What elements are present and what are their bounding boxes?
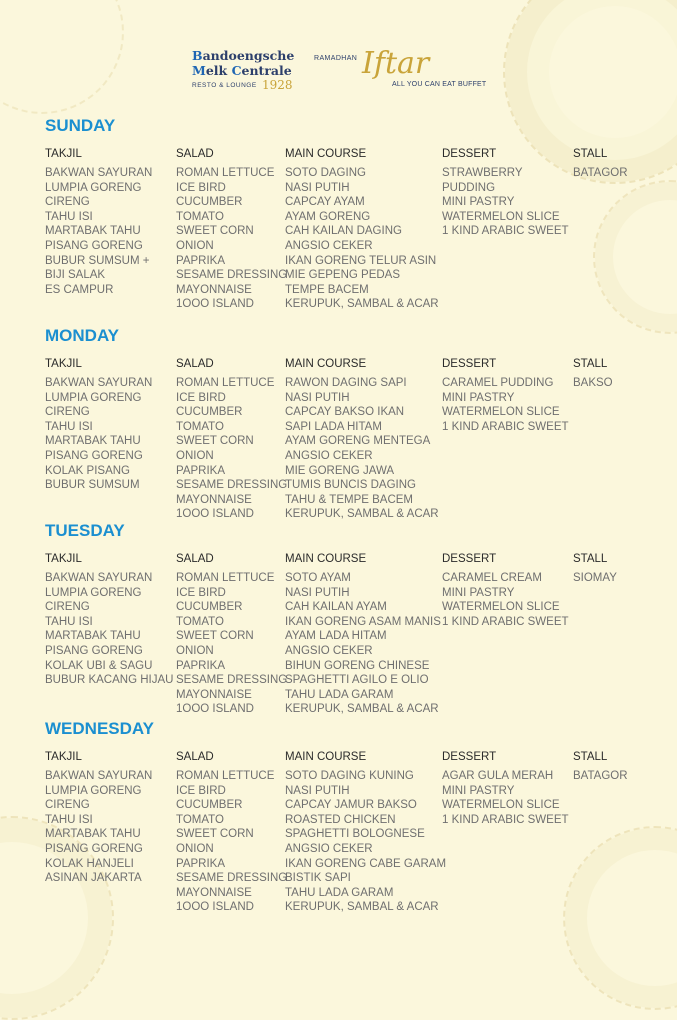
menu-item: AGAR GULA MERAH <box>442 770 554 782</box>
menu-item: ONION <box>176 239 214 252</box>
menu-item: ICE BIRD <box>176 784 226 797</box>
menu-column-salad <box>176 552 287 717</box>
column-header: DESSERT <box>442 553 497 565</box>
menu-item: MAYONNAISE <box>176 886 252 899</box>
menu-item: TAHU LADA GARAM <box>285 886 394 899</box>
menu-item: 1 KIND ARABIC SWEET <box>442 225 569 238</box>
menu-item: 1OOO ISLAND <box>176 508 254 521</box>
menu-item: ASINAN JAKARTA <box>45 872 142 885</box>
menu-items <box>45 571 173 688</box>
day-title: MONDAY <box>45 326 119 345</box>
menu-item: WATERMELON SLICE <box>442 799 560 812</box>
menu-item: SWEET CORN <box>176 828 254 841</box>
menu-item: CAH KAILAN AYAM <box>285 601 387 614</box>
menu-item: ANGSIO CEKER <box>285 449 373 462</box>
menu-column-takjil <box>45 552 173 688</box>
menu-item: CIRENG <box>45 196 90 209</box>
menu-column-salad <box>176 357 287 522</box>
column-header: TAKJIL <box>45 358 82 370</box>
menu-item: CUCUMBER <box>176 799 243 812</box>
menu-items <box>176 376 287 522</box>
menu-item: WATERMELON SLICE <box>442 406 560 419</box>
menu-item: TOMATO <box>176 210 224 223</box>
menu-item: PAPRIKA <box>176 659 225 672</box>
menu-column-main-course <box>285 552 441 717</box>
menu-item: MAYONNAISE <box>176 283 252 296</box>
menu-items <box>573 571 617 586</box>
brand-line-1: Bandoengsche <box>192 48 295 63</box>
menu-item: CIRENG <box>45 799 90 812</box>
menu-item: MINI PASTRY <box>442 586 515 599</box>
menu-items <box>45 769 152 886</box>
brand-logo <box>192 48 302 92</box>
menu-item: CARAMEL PUDDING <box>442 377 554 389</box>
menu-item: STRAWBERRY <box>442 167 523 179</box>
menu-item: ES CAMPUR <box>45 283 114 296</box>
menu-item: BATAGOR <box>573 770 628 782</box>
menu-item: BUBUR SUMSUM <box>45 479 140 492</box>
menu-item: CAPCAY JAMUR BAKSO <box>285 799 417 812</box>
menu-item: NASI PUTIH <box>285 586 350 599</box>
menu-item: BAKWAN SAYURAN <box>45 377 153 389</box>
day-title: SUNDAY <box>45 116 116 135</box>
menu-items <box>45 166 152 297</box>
column-header: MAIN COURSE <box>285 148 367 160</box>
day-title: TUESDAY <box>45 521 125 540</box>
column-header: TAKJIL <box>45 553 82 565</box>
menu-item: CAPCAY BAKSO IKAN <box>285 406 405 419</box>
menu-item: ONION <box>176 644 214 657</box>
menu-item: SESAME DRESSING <box>176 872 288 885</box>
menu-items <box>442 769 569 827</box>
menu-item: BIHUN GORENG CHINESE <box>285 659 430 672</box>
menu-item: MARTABAK TAHU <box>45 630 141 643</box>
menu-item: ROMAN LETTUCE <box>176 770 275 782</box>
menu-item: SOTO DAGING <box>285 167 366 179</box>
menu-item: PISANG GORENG <box>45 449 143 462</box>
menu-item: TEMPE BACEM <box>285 283 369 296</box>
column-header: SALAD <box>176 553 214 565</box>
day-section-sunday <box>45 116 645 311</box>
menu-item: PAPRIKA <box>176 857 225 870</box>
menu-item: MARTABAK TAHU <box>45 225 141 238</box>
menu-item: LUMPIA GORENG <box>45 784 142 797</box>
menu-item: BAKWAN SAYURAN <box>45 572 153 584</box>
menu-item: TOMATO <box>176 615 224 628</box>
column-header: DESSERT <box>442 148 497 160</box>
menu-items <box>442 571 569 629</box>
menu-item: MAYONNAISE <box>176 493 252 506</box>
menu-item: MIE GORENG JAWA <box>285 464 395 477</box>
menu-item: CUCUMBER <box>176 406 243 419</box>
menu-items <box>442 166 569 239</box>
column-header: SALAD <box>176 358 214 370</box>
menu-item: ROASTED CHICKEN <box>285 813 396 826</box>
ornament-top-left <box>0 0 124 114</box>
menu-item: PAPRIKA <box>176 254 225 267</box>
ramadhan-label: RAMADHAN <box>314 55 358 62</box>
day-section-wednesday <box>45 719 645 914</box>
menu-item: ANGSIO CEKER <box>285 239 373 252</box>
menu-items <box>573 166 628 181</box>
menu-column-takjil <box>45 357 152 493</box>
menu-item: CARAMEL CREAM <box>442 572 542 584</box>
menu-item: SWEET CORN <box>176 225 254 238</box>
menu-items <box>573 376 613 391</box>
column-header: TAKJIL <box>45 148 82 160</box>
menu-item: AYAM GORENG <box>285 210 371 223</box>
ornament-bottom-right <box>563 826 677 1010</box>
menu-item: PAPRIKA <box>176 464 225 477</box>
menu-item: BUBUR KACANG HIJAU <box>45 674 174 687</box>
menu-item: SAPI LADA HITAM <box>285 420 382 433</box>
menu-item: LUMPIA GORENG <box>45 391 142 404</box>
menu-column-dessert <box>442 750 569 827</box>
menu-item: KERUPUK, SAMBAL & ACAR <box>285 298 439 311</box>
column-header: MAIN COURSE <box>285 358 367 370</box>
menu-item: CIRENG <box>45 406 90 419</box>
menu-column-main-course <box>285 750 446 915</box>
menu-item: SIOMAY <box>573 572 617 584</box>
menu-items <box>285 166 439 312</box>
menu-item: TAHU ISI <box>45 615 93 628</box>
menu-item: WATERMELON SLICE <box>442 601 560 614</box>
ornament-right <box>593 180 677 334</box>
menu-item: SOTO AYAM <box>285 572 351 584</box>
menu-item: AYAM LADA HITAM <box>285 630 387 643</box>
iftar-label: Iftar <box>362 46 430 81</box>
menu-item: SWEET CORN <box>176 435 254 448</box>
menu-items <box>176 769 287 915</box>
day-section-tuesday <box>45 521 645 716</box>
column-header: MAIN COURSE <box>285 751 367 763</box>
menu-item: PISANG GORENG <box>45 239 143 252</box>
menu-item: PUDDING <box>442 181 496 194</box>
menu-item: ICE BIRD <box>176 181 226 194</box>
menu-item: CAPCAY AYAM <box>285 196 365 209</box>
menu-items <box>285 769 446 915</box>
event-title <box>314 48 514 104</box>
menu-item: BIJI SALAK <box>45 269 106 282</box>
menu-item: TAHU ISI <box>45 813 93 826</box>
menu-item: KOLAK PISANG <box>45 464 131 477</box>
menu-item: ONION <box>176 842 214 855</box>
menu-item: 1OOO ISLAND <box>176 298 254 311</box>
menu-item: TOMATO <box>176 813 224 826</box>
header <box>192 48 512 104</box>
menu-item: MINI PASTRY <box>442 784 515 797</box>
menu-column-stall <box>573 357 613 391</box>
menu-item: MAYONNAISE <box>176 688 252 701</box>
menu-column-stall <box>573 552 617 586</box>
column-header: DESSERT <box>442 358 497 370</box>
brand-line-2: Melk Centrale <box>192 63 292 78</box>
menu-item: PISANG GORENG <box>45 842 143 855</box>
menu-item: SWEET CORN <box>176 630 254 643</box>
menu-item: KOLAK HANJELI <box>45 857 134 870</box>
menu-column-stall <box>573 147 628 181</box>
menu-item: SPAGHETTI BOLOGNESE <box>285 828 425 841</box>
menu-item: AYAM GORENG MENTEGA <box>285 435 431 448</box>
column-header: SALAD <box>176 751 214 763</box>
brand-subtitle: RESTO & LOUNGE <box>192 82 257 89</box>
menu-item: TAHU LADA GARAM <box>285 688 394 701</box>
menu-items <box>176 166 287 312</box>
menu-item: PISANG GORENG <box>45 644 143 657</box>
menu-item: SPAGHETTI AGILO E OLIO <box>285 674 429 687</box>
column-header: STALL <box>573 358 608 370</box>
menu-items <box>45 376 152 493</box>
menu-item: RAWON DAGING SAPI <box>285 377 407 389</box>
menu-column-dessert <box>442 147 569 239</box>
menu-item: SOTO DAGING KUNING <box>285 770 414 782</box>
buffet-tagline: ALL YOU CAN EAT BUFFET <box>392 81 487 88</box>
menu-items <box>176 571 287 717</box>
menu-item: ANGSIO CEKER <box>285 842 373 855</box>
menu-items <box>285 571 441 717</box>
menu-column-dessert <box>442 552 569 629</box>
menu-item: 1 KIND ARABIC SWEET <box>442 420 569 433</box>
menu-item: IKAN GORENG TELUR ASIN <box>285 254 437 267</box>
menu-item: MIE GEPENG PEDAS <box>285 269 401 282</box>
menu-items <box>573 769 628 784</box>
menu-item: NASI PUTIH <box>285 181 350 194</box>
menu-item: CUCUMBER <box>176 601 243 614</box>
day-title: WEDNESDAY <box>45 719 154 738</box>
menu-item: 1OOO ISLAND <box>176 901 254 914</box>
menu-item: SESAME DRESSING <box>176 674 288 687</box>
menu-item: MINI PASTRY <box>442 391 515 404</box>
menu-item: CAH KAILAN DAGING <box>285 225 402 238</box>
column-header: TAKJIL <box>45 751 82 763</box>
menu-item: TAHU & TEMPE BACEM <box>285 493 414 506</box>
menu-column-salad <box>176 147 287 312</box>
menu-item: MARTABAK TAHU <box>45 828 141 841</box>
menu-item: NASI PUTIH <box>285 391 350 404</box>
menu-item: ANGSIO CEKER <box>285 644 373 657</box>
menu-item: TOMATO <box>176 420 224 433</box>
column-header: STALL <box>573 751 608 763</box>
menu-item: BUBUR SUMSUM + <box>45 254 150 267</box>
menu-item: BATAGOR <box>573 167 628 179</box>
menu-item: BISTIK SAPI <box>285 872 351 885</box>
column-header: DESSERT <box>442 751 497 763</box>
menu-item: MINI PASTRY <box>442 196 515 209</box>
menu-item: MARTABAK TAHU <box>45 435 141 448</box>
column-header: SALAD <box>176 148 214 160</box>
menu-item: ICE BIRD <box>176 586 226 599</box>
menu-column-dessert <box>442 357 569 434</box>
menu-item: 1OOO ISLAND <box>176 703 254 716</box>
menu-item: CUCUMBER <box>176 196 243 209</box>
menu-column-takjil <box>45 750 152 886</box>
menu-item: SESAME DRESSING <box>176 269 288 282</box>
menu-item: NASI PUTIH <box>285 784 350 797</box>
menu-item: SESAME DRESSING <box>176 479 288 492</box>
menu-item: ROMAN LETTUCE <box>176 377 275 389</box>
column-header: STALL <box>573 148 608 160</box>
brand-year: 1928 <box>262 78 293 92</box>
menu-item: ONION <box>176 449 214 462</box>
menu-item: TAHU ISI <box>45 210 93 223</box>
menu-item: BAKWAN SAYURAN <box>45 167 153 179</box>
menu-column-main-course <box>285 147 439 312</box>
menu-item: KERUPUK, SAMBAL & ACAR <box>285 508 439 521</box>
day-section-monday <box>45 326 645 521</box>
menu-column-main-course <box>285 357 439 522</box>
menu-column-salad <box>176 750 287 915</box>
menu-item: KERUPUK, SAMBAL & ACAR <box>285 901 439 914</box>
menu-item: IKAN GORENG CABE GARAM <box>285 857 447 870</box>
menu-item: BAKSO <box>573 377 613 389</box>
menu-column-stall <box>573 750 628 784</box>
menu-item: KOLAK UBI & SAGU <box>45 659 153 672</box>
menu-item: KERUPUK, SAMBAL & ACAR <box>285 703 439 716</box>
menu-item: ROMAN LETTUCE <box>176 167 275 179</box>
menu-column-takjil <box>45 147 152 297</box>
menu-item: TUMIS BUNCIS DAGING <box>285 479 416 492</box>
menu-items <box>442 376 569 434</box>
menu-item: WATERMELON SLICE <box>442 210 560 223</box>
menu-item: CIRENG <box>45 601 90 614</box>
menu-items <box>285 376 439 522</box>
column-header: MAIN COURSE <box>285 553 367 565</box>
menu-item: LUMPIA GORENG <box>45 586 142 599</box>
menu-item: ROMAN LETTUCE <box>176 572 275 584</box>
menu-item: 1 KIND ARABIC SWEET <box>442 615 569 628</box>
menu-item: LUMPIA GORENG <box>45 181 142 194</box>
column-header: STALL <box>573 553 608 565</box>
menu-item: TAHU ISI <box>45 420 93 433</box>
menu-item: BAKWAN SAYURAN <box>45 770 153 782</box>
menu-item: ICE BIRD <box>176 391 226 404</box>
menu-item: 1 KIND ARABIC SWEET <box>442 813 569 826</box>
menu-item: IKAN GORENG ASAM MANIS <box>285 615 441 628</box>
